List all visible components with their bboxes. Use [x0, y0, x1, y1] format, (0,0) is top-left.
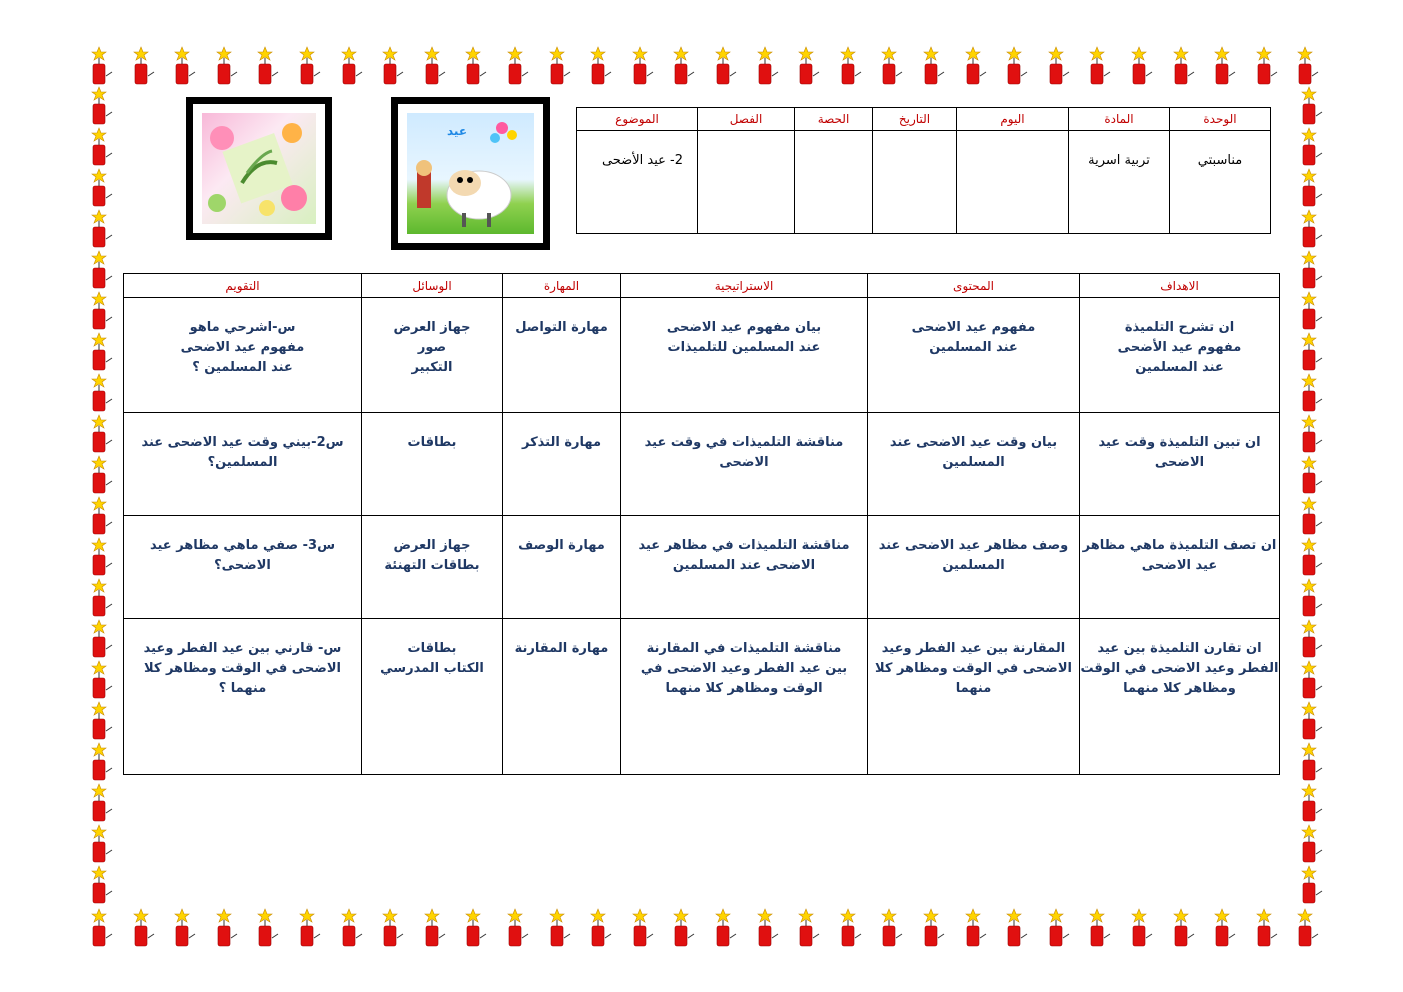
firecracker-icon [1298, 455, 1324, 495]
firecracker-icon [1294, 46, 1320, 86]
firecracker-icon [754, 908, 780, 948]
firecracker-icon [1128, 46, 1154, 86]
strategy-cell: بيان مفهوم عيد الاضحى عند المسلمين للتلميذات [621, 298, 868, 413]
skill-cell: مهارة المقارنة [503, 619, 621, 775]
skill-header: المهارة [503, 274, 621, 298]
firecracker-icon [88, 824, 114, 864]
svg-text:عيد: عيد [447, 124, 468, 138]
table-row [124, 413, 1280, 516]
firecracker-icon [88, 578, 114, 618]
firecracker-icon [1298, 578, 1324, 618]
firecracker-icon [379, 46, 405, 86]
firecracker-icon [712, 908, 738, 948]
firecracker-icon [88, 865, 114, 905]
table-row [124, 619, 1280, 775]
content-cell: بيان وقت عيد الاضحى عند المسلمين [868, 413, 1080, 516]
objectives-header: الاهداف [1080, 274, 1280, 298]
firecracker-icon [629, 46, 655, 86]
firecracker-icon [754, 46, 780, 86]
firecracker-icon [1298, 537, 1324, 577]
firecracker-icon [587, 46, 613, 86]
day-header: اليوم [957, 108, 1069, 131]
firecracker-icon [546, 908, 572, 948]
firecracker-icon [1045, 908, 1071, 948]
firecracker-icon [712, 46, 738, 86]
firecracker-icon [1298, 660, 1324, 700]
firecracker-icon [670, 46, 696, 86]
firecracker-icon [254, 46, 280, 86]
firecracker-icon [1086, 908, 1112, 948]
firecracker-icon [1298, 865, 1324, 905]
strategy-header: الاستراتيجية [621, 274, 868, 298]
firecracker-icon [130, 46, 156, 86]
evaluation-cell: س- قارني بين عيد الفطر وعيد الاضحى في الوقت ومظاهر كلا منهما ؟ [124, 619, 362, 775]
firecracker-icon [88, 537, 114, 577]
firecracker-icon [462, 908, 488, 948]
period-value [795, 131, 873, 234]
tools-cell: جهاز العرض بطاقات التهنئة [362, 516, 503, 619]
firecracker-icon [504, 46, 530, 86]
firecracker-icon [88, 332, 114, 372]
period-header: الحصة [795, 108, 873, 131]
firecracker-icon [88, 250, 114, 290]
firecracker-icon [88, 86, 114, 126]
firecracker-icon [1298, 250, 1324, 290]
lesson-plan-table [123, 273, 1280, 775]
firecracker-icon [88, 701, 114, 741]
firecracker-icon [88, 783, 114, 823]
table-row [124, 516, 1280, 619]
firecracker-icon [171, 908, 197, 948]
firecracker-icon [88, 742, 114, 782]
firecracker-icon [296, 908, 322, 948]
firecracker-icon [1298, 168, 1324, 208]
firecracker-icon [421, 908, 447, 948]
tools-cell: جهاز العرض صور التكبير [362, 298, 503, 413]
content-cell: مفهوم عيد الاضحى عند المسلمين [868, 298, 1080, 413]
content-cell: وصف مظاهر عيد الاضحى عند المسلمين [868, 516, 1080, 619]
firecracker-icon [670, 908, 696, 948]
firecracker-icon [1253, 46, 1279, 86]
table-row [124, 298, 1280, 413]
firecracker-icon [1298, 373, 1324, 413]
day-value [957, 131, 1069, 234]
firecracker-icon [88, 291, 114, 331]
firecracker-icon [837, 46, 863, 86]
date-header: التاريخ [873, 108, 957, 131]
firecracker-icon [213, 908, 239, 948]
firecracker-icon [338, 908, 364, 948]
firecracker-icon [1298, 619, 1324, 659]
tools-cell: بطاقات [362, 413, 503, 516]
firecracker-icon [837, 908, 863, 948]
objective-cell: ان تشرح التلميذة مفهوم عيد الأضحى عند المسلمين [1080, 298, 1280, 413]
firecracker-icon [1211, 46, 1237, 86]
firecracker-icon [88, 908, 114, 948]
firecracker-icon [962, 908, 988, 948]
evaluation-header: التقويم [124, 274, 362, 298]
info-value-row [577, 131, 1271, 234]
firecracker-icon [1045, 46, 1071, 86]
firecracker-icon [88, 373, 114, 413]
date-value [873, 131, 957, 234]
firecracker-icon [1298, 291, 1324, 331]
firecracker-icon [629, 908, 655, 948]
firecracker-icon [296, 46, 322, 86]
unit-header: الوحدة [1170, 108, 1271, 131]
tools-cell: بطاقات الكتاب المدرسي [362, 619, 503, 775]
firecracker-icon [88, 496, 114, 536]
firecracker-icon [962, 46, 988, 86]
firecracker-icon [1298, 414, 1324, 454]
lesson-info-table [576, 107, 1271, 234]
firecracker-icon [1211, 908, 1237, 948]
info-header-row [577, 108, 1271, 131]
firecracker-icon [130, 908, 156, 948]
firecracker-icon [795, 46, 821, 86]
firecracker-icon [878, 46, 904, 86]
eid-mubarak-picture [186, 97, 332, 240]
firecracker-icon [88, 127, 114, 167]
firecracker-icon [88, 455, 114, 495]
firecracker-icon [920, 908, 946, 948]
firecracker-icon [1298, 496, 1324, 536]
skill-cell: مهارة التذكر [503, 413, 621, 516]
firecracker-icon [504, 908, 530, 948]
objective-cell: ان تصف التلميذة ماهي مظاهر عيد الاضحى [1080, 516, 1280, 619]
topic-value: 2- عيد الأضحى [577, 131, 698, 234]
eid-adha-sheep-picture [391, 97, 550, 250]
firecracker-icon [379, 908, 405, 948]
firecracker-icon [878, 908, 904, 948]
firecracker-icon [1298, 742, 1324, 782]
content-header: المحتوى [868, 274, 1080, 298]
firecracker-icon [88, 619, 114, 659]
firecracker-icon [88, 46, 114, 86]
tools-header: الوسائل [362, 274, 503, 298]
firecracker-icon [1298, 127, 1324, 167]
firecracker-icon [1003, 908, 1029, 948]
firecracker-icon [88, 660, 114, 700]
firecracker-icon [1298, 86, 1324, 126]
firecracker-icon [1253, 908, 1279, 948]
firecracker-icon [1170, 908, 1196, 948]
firecracker-icon [1298, 783, 1324, 823]
topic-header: الموضوع [577, 108, 698, 131]
strategy-cell: مناقشة التلميذات في المقارنة بين عيد الفطر وعيد الاضحى في الوقت ومظاهر كلا منهما [621, 619, 868, 775]
firecracker-icon [88, 209, 114, 249]
firecracker-icon [1298, 332, 1324, 372]
firecracker-icon [1128, 908, 1154, 948]
firecracker-icon [1170, 46, 1196, 86]
firecracker-icon [421, 46, 447, 86]
objective-cell: ان تقارن التلميذة بين عيد الفطر وعيد الاضحى في الوقت ومظاهر كلا منهما [1080, 619, 1280, 775]
evaluation-cell: س2-بيني وقت عيد الاضحى عند المسلمين؟ [124, 413, 362, 516]
lesson-header-row [124, 274, 1280, 298]
firecracker-icon [88, 168, 114, 208]
skill-cell: مهارة الوصف [503, 516, 621, 619]
firecracker-icon [795, 908, 821, 948]
strategy-cell: مناقشة التلميذات في مظاهر عيد الاضحى عند المسلمين [621, 516, 868, 619]
content-cell: المقارنة بين عيد الفطر وعيد الاضحى في الوقت ومظاهر كلا منهما [868, 619, 1080, 775]
firecracker-icon [254, 908, 280, 948]
firecracker-icon [1003, 46, 1029, 86]
firecracker-icon [462, 46, 488, 86]
firecracker-icon [1298, 209, 1324, 249]
firecracker-icon [546, 46, 572, 86]
firecracker-icon [338, 46, 364, 86]
skill-cell: مهارة التواصل [503, 298, 621, 413]
firecracker-icon [587, 908, 613, 948]
firecracker-icon [1298, 701, 1324, 741]
subject-value: تربية اسرية [1069, 131, 1170, 234]
objective-cell: ان تبين التلميذة وقت عيد الاضحى [1080, 413, 1280, 516]
firecracker-icon [171, 46, 197, 86]
firecracker-icon [1086, 46, 1112, 86]
firecracker-icon [213, 46, 239, 86]
evaluation-cell: س-اشرحي ماهو مفهوم عيد الاضحى عند المسلمين ؟ [124, 298, 362, 413]
unit-value: مناسبتي [1170, 131, 1271, 234]
class-value [698, 131, 795, 234]
class-header: الفصل [698, 108, 795, 131]
firecracker-icon [1294, 908, 1320, 948]
firecracker-icon [88, 414, 114, 454]
firecracker-icon [920, 46, 946, 86]
strategy-cell: مناقشة التلميذات في وقت عيد الاضحى [621, 413, 868, 516]
firecracker-icon [1298, 824, 1324, 864]
subject-header: المادة [1069, 108, 1170, 131]
evaluation-cell: س3- صفي ماهي مظاهر عيد الاضحى؟ [124, 516, 362, 619]
